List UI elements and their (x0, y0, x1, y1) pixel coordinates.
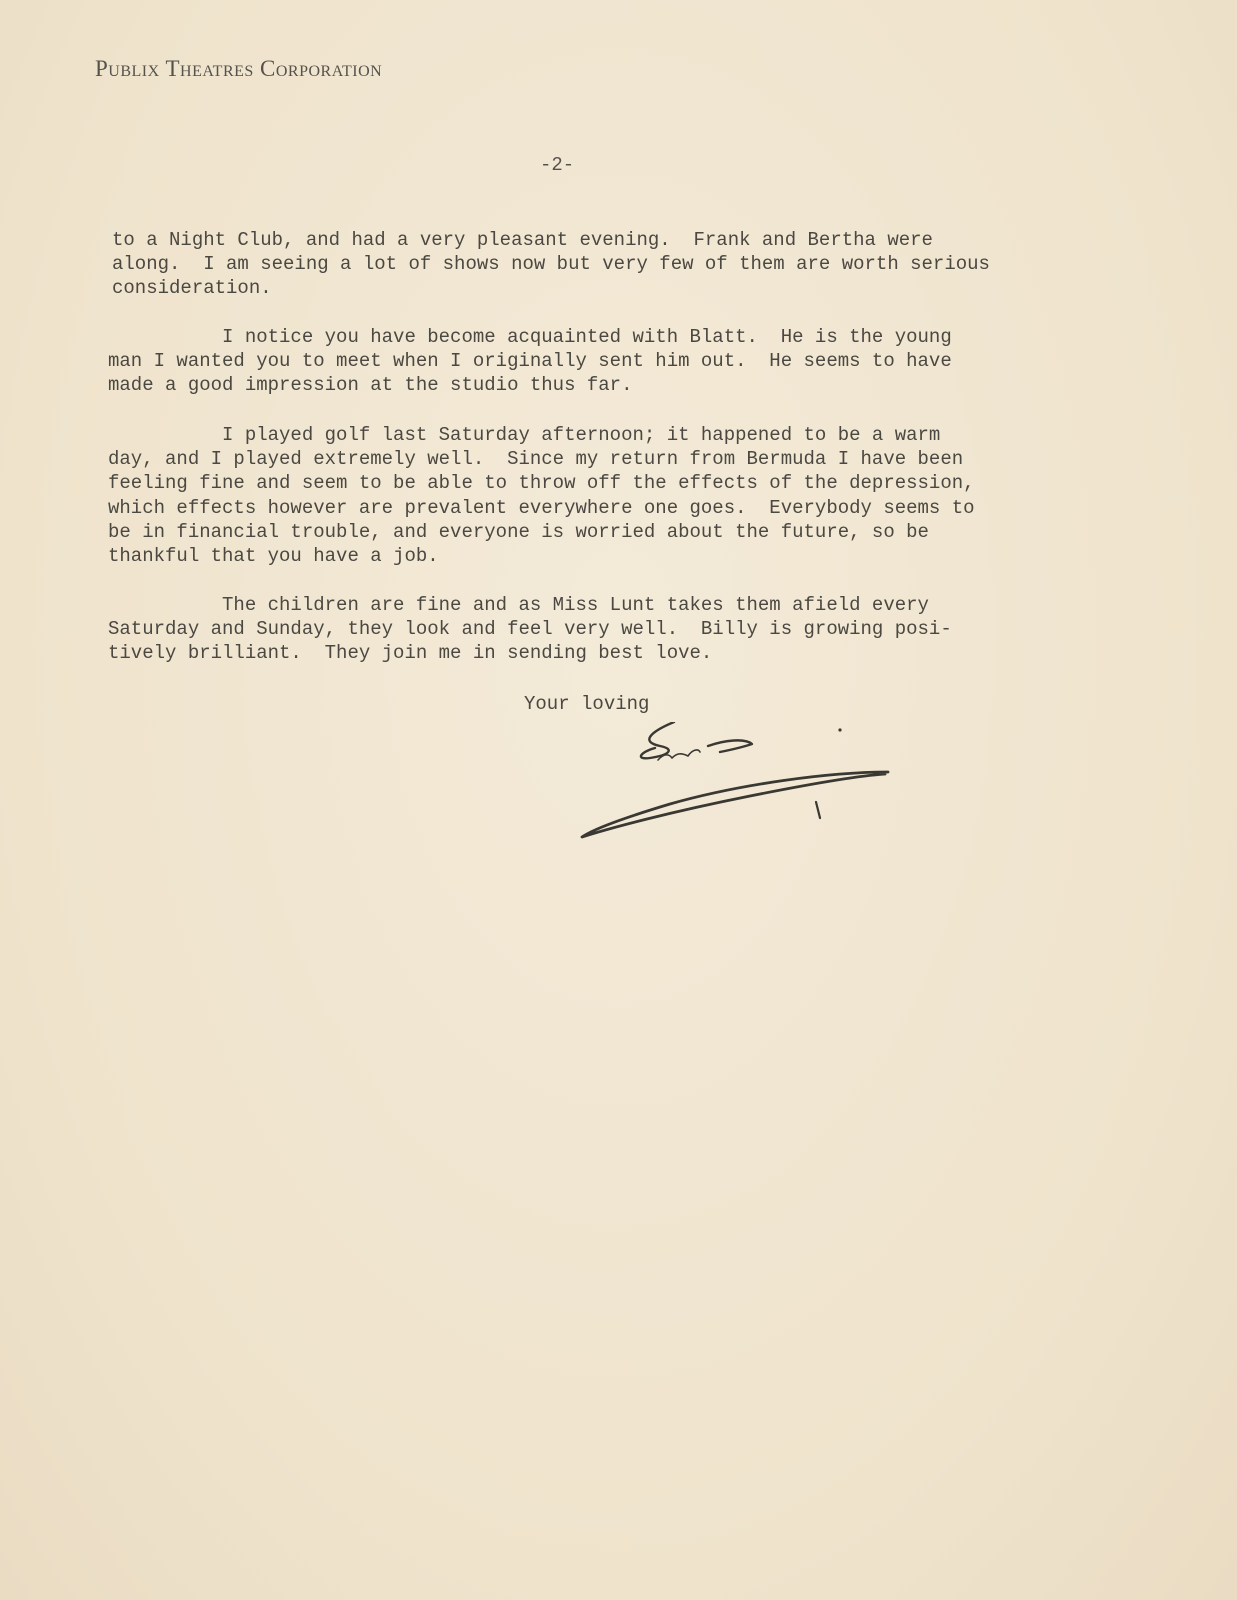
signature-middle-stroke (658, 750, 700, 760)
body-paragraph: to a Night Club, and had a very pleasant evening. Frank and Bertha were along. I am seeing a lot of shows now but very few of them are worth serious consideration. (112, 229, 990, 300)
signature-flourish-stroke (708, 740, 752, 752)
body-paragraph: The children are fine and as Miss Lunt takes them afield every Saturday and Sunday, they look and feel very well. Billy is growing posi- tively brilliant. They join me in sending best love. (108, 594, 952, 665)
signature-underline-stroke (582, 772, 888, 837)
signature-tick-stroke (816, 802, 820, 818)
handwritten-signature (580, 722, 910, 862)
signature-dot (838, 728, 841, 731)
body-paragraph: I notice you have become acquainted with Blatt. He is the young man I wanted you to meet when I originally sent him out. He seems to have made a good impression at the studio thus far. (108, 326, 952, 397)
page-number: -2- (540, 154, 575, 176)
letterhead: Publix Theatres Corporation (95, 56, 383, 81)
signature-initial-stroke (641, 722, 674, 758)
complimentary-close: Your loving (524, 693, 650, 715)
body-paragraph: I played golf last Saturday afternoon; it happened to be a warm day, and I played extremely well. Since my return from Bermuda I have been feeling fine and seem to be able to throw off the effects of the depression, which effects however are prevalent everywhere one goes. Everybody seems to be in financial trouble, and everyone is worried about the future, so be thankful that you have a job. (108, 424, 975, 568)
